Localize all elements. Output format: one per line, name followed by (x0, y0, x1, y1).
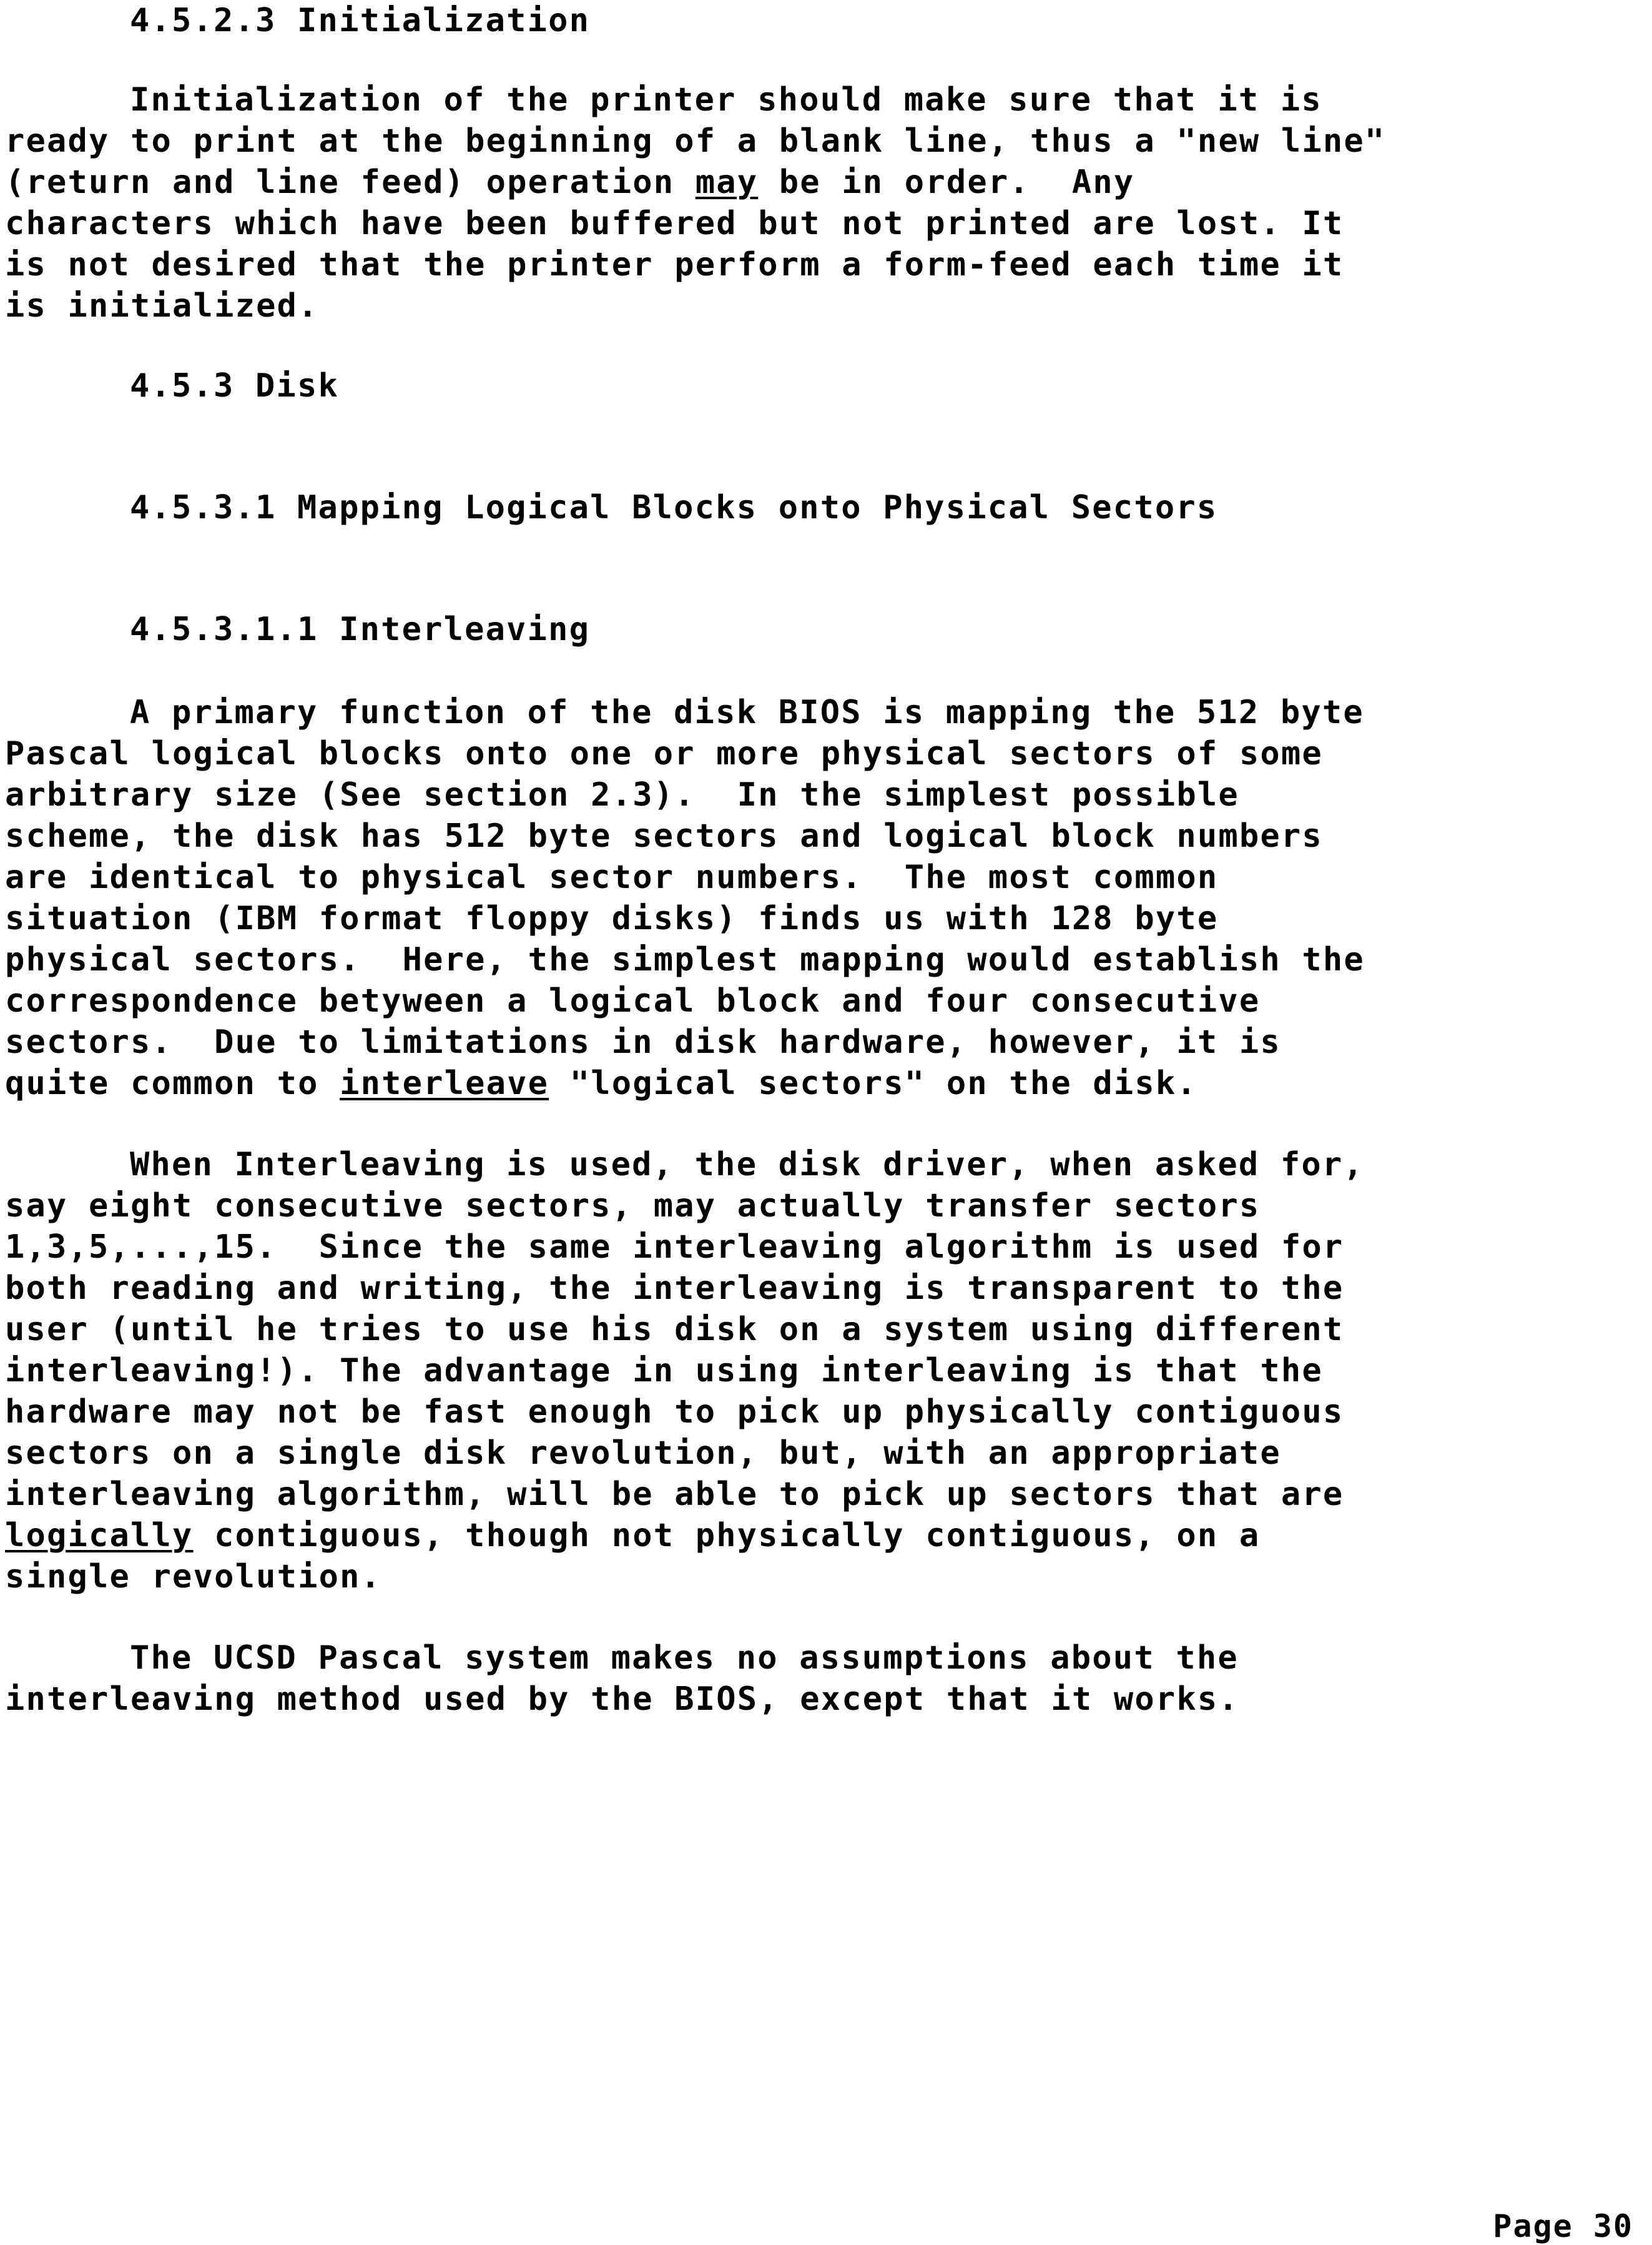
text-line: 1,3,5,...,15. Since the same interleaving algorithm is used for (5, 1228, 1344, 1266)
text-line: sectors on a single disk revolution, but, with an appropriate (5, 1434, 1281, 1472)
text-line: arbitrary size (See section 2.3). In the simplest possible (5, 776, 1239, 814)
text-line: say eight consecutive sectors, may actually transfer sectors (5, 1187, 1261, 1225)
text-line: physical sectors. Here, the simplest mapping would establish the (5, 941, 1365, 979)
emphasis-underline: logically (5, 1517, 194, 1554)
emphasis-underline: may (695, 164, 759, 201)
text-line: scheme, the disk has 512 byte sectors and logical block numbers (5, 817, 1323, 855)
text-line: is initialized. (5, 287, 319, 325)
text-line: A primary function of the disk BIOS is mapping the 512 byte (130, 694, 1364, 731)
text-line: situation (IBM format floppy disks) finds us with 128 byte (5, 900, 1219, 937)
text-line: interleaving algorithm, will be able to pick up sectors that are (5, 1476, 1344, 1513)
emphasis-underline: interleave (340, 1065, 549, 1102)
section-heading: 4.5.3.1 Mapping Logical Blocks onto Physical Sectors (130, 489, 1218, 526)
text-line: Pascal logical blocks onto one or more physical sectors of some (5, 735, 1323, 772)
text-segment: contiguous, though not physically contiguous, on a (193, 1517, 1261, 1554)
text-segment: (return and line feed) operation (5, 164, 696, 201)
section-heading: 4.5.2.3 Initialization (130, 2, 591, 39)
text-line: are identical to physical sector numbers. The most common (5, 859, 1219, 896)
text-line: hardware may not be fast enough to pick up physically contiguous (5, 1393, 1344, 1431)
text-line: user (until he tries to use his disk on a system using different (5, 1311, 1344, 1348)
text-line: sectors. Due to limitations in disk hardware, however, it is (5, 1024, 1281, 1061)
text-line: both reading and writing, the interleaving is transparent to the (5, 1270, 1344, 1307)
text-line: is not desired that the printer perform a form-feed each time it (5, 246, 1344, 284)
text-segment: "logical sectors" on the disk. (549, 1065, 1197, 1102)
text-segment: quite common to (5, 1065, 340, 1102)
text-segment: be in order. Any (758, 164, 1135, 201)
text-line: ready to print at the beginning of a blank line, thus a "new line" (5, 122, 1386, 160)
text-line: characters which have been buffered but not printed are lost. It (5, 205, 1344, 242)
text-line (5, 1063, 1197, 1104)
text-line: The UCSD Pascal system makes no assumptions about the (130, 1639, 1239, 1677)
text-line: single revolution. (5, 1558, 382, 1596)
section-heading: 4.5.3.1.1 Interleaving (130, 611, 591, 648)
text-line: interleaving method used by the BIOS, except that it works. (5, 1680, 1239, 1718)
text-line: interleaving!). The advantage in using interleaving is that the (5, 1352, 1323, 1389)
section-heading: 4.5.3 Disk (130, 367, 340, 405)
text-line (5, 1515, 1260, 1556)
text-line: Initialization of the printer should make sure that it is (130, 81, 1322, 119)
page-number: Page 30 (1493, 2208, 1633, 2244)
text-line: When Interleaving is used, the disk driver, when asked for, (130, 1146, 1364, 1183)
text-line: correspondence betyween a logical block and four consecutive (5, 982, 1261, 1020)
text-line (5, 162, 1134, 203)
